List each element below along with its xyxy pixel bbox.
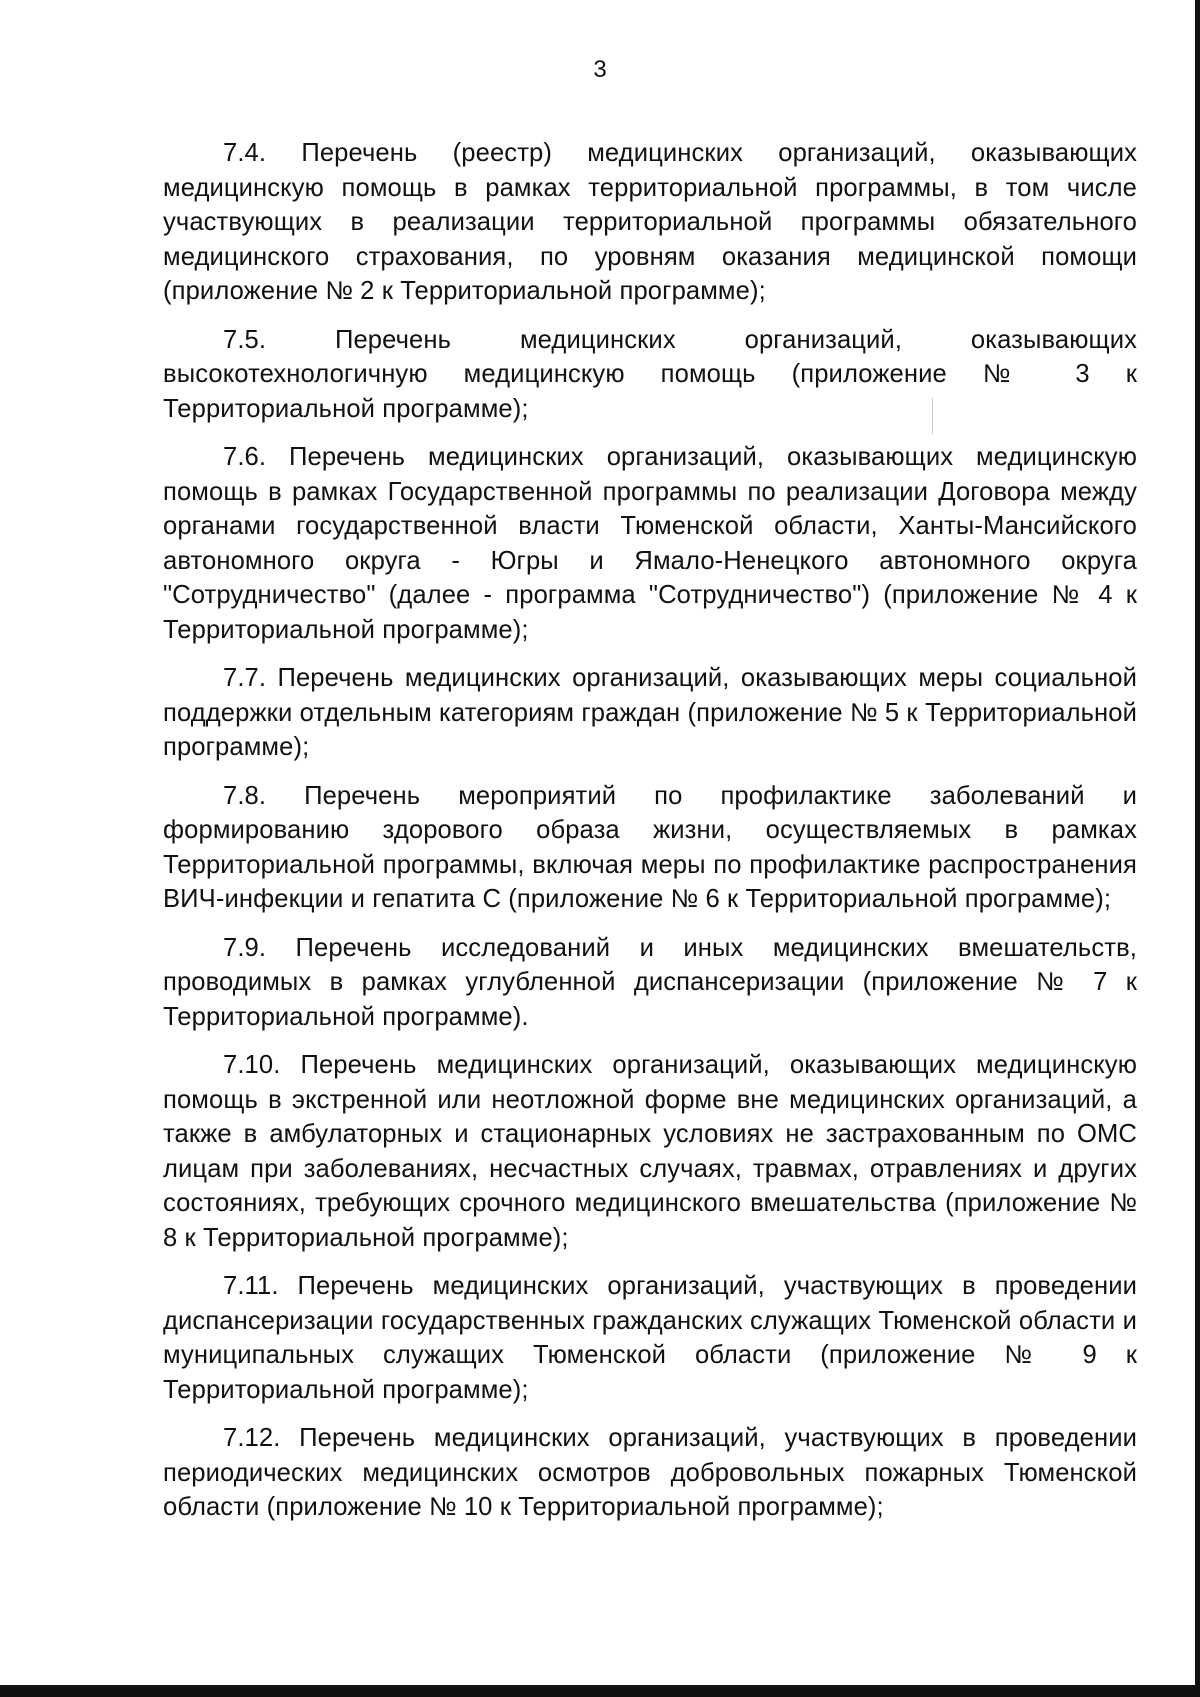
paragraph-7-12: 7.12. Перечень медицинских организаций, участвующих в проведении периодических медицинских осмотров добровольных пожарных Тюменской области (приложение № 10 к Территориальной программе); bbox=[163, 1424, 1137, 1521]
scan-bottom-border bbox=[0, 1685, 1200, 1697]
paragraph-7-5: 7.5. Перечень медицинских организаций, оказывающих высокотехнологичную медицинскую помощь (приложение № 3 к Территориальной программе); bbox=[163, 325, 1137, 423]
scan-artifact bbox=[932, 398, 933, 434]
paragraph-7-7: 7.7. Перечень медицинских организаций, оказывающих меры социальной поддержки отдельным категориям граждан (приложение № 5 к Территориальной программе); bbox=[163, 664, 1137, 761]
paragraph-7-9: 7.9. Перечень исследований и иных медицинских вмешательств, проводимых в рамках углубленной диспансеризации (приложение № 7 к Территориальной программе). bbox=[163, 933, 1137, 1031]
paragraph-7-10: 7.10. Перечень медицинских организаций, оказывающих медицинскую помощь в экстренной или неотложной форме вне медицинских организаций, а также в амбулаторных и стационарных условиях не застрахованным по ОМС лицам при заболеваниях, несчастных случаях, травмах, отравлениях и других состояниях, требующих срочного медицинского вмешательства (приложение № 8 к Территориальной программе); bbox=[163, 1051, 1137, 1252]
paragraph-7-6: 7.6. Перечень медицинских организаций, оказывающих медицинскую помощь в рамках Государственной программы по реализации Договора между органами государственной власти Тюменской области, Ханты-Мансийского автономного округа - Югры и Ямало-Ненецкого автономного округа "Сотрудничество" (далее - программа "Сотрудничество") (приложение № 4 к Территориальной программе); bbox=[163, 443, 1137, 644]
paragraph-7-11: 7.11. Перечень медицинских организаций, участвующих в проведении диспансеризации государственных гражданских служащих Тюменской области и муниципальных служащих Тюменской области (приложение № 9 к Территориальной программе); bbox=[163, 1272, 1137, 1404]
paragraph-7-4: 7.4. Перечень (реестр) медицинских организаций, оказывающих медицинскую помощь в рамках территориальной программы, в том числе участвующих в реализации территориальной программы обязательного медицинского страхования, по уровням оказания медицинской помощи (приложение № 2 к Территориальной программе); bbox=[163, 139, 1137, 305]
document-body bbox=[163, 136, 1137, 1539]
paragraph-7-8: 7.8. Перечень мероприятий по профилактике заболеваний и формированию здорового образа жизни, осуществляемых в рамках Территориальной программы, включая меры по профилактике распространения ВИЧ-инфекции и гепатита С (приложение № 6 к Территориальной программе); bbox=[163, 781, 1137, 913]
scan-right-border bbox=[1195, 0, 1200, 1697]
page-number: 3 bbox=[593, 56, 607, 83]
